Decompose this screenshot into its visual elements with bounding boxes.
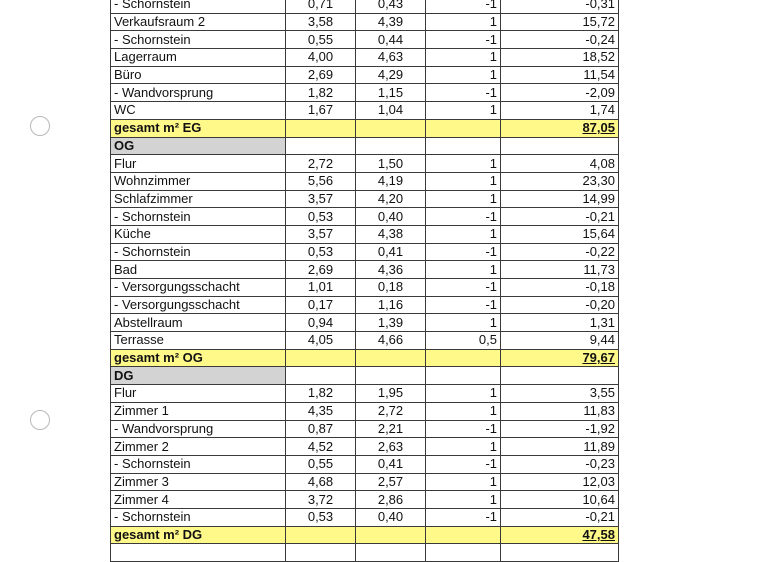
width: 2,86 xyxy=(356,491,426,509)
dg-section-header xyxy=(111,367,619,385)
area: 15,64 xyxy=(501,225,619,243)
factor: -1 xyxy=(426,31,501,49)
table-row xyxy=(111,296,619,314)
length: 0,53 xyxy=(286,508,356,526)
factor: 1 xyxy=(426,225,501,243)
width: 1,50 xyxy=(356,155,426,173)
factor: -1 xyxy=(426,243,501,261)
length: 3,58 xyxy=(286,13,356,31)
room-name: Wohnzimmer xyxy=(111,172,286,190)
area: 4,08 xyxy=(501,155,619,173)
length: 4,35 xyxy=(286,402,356,420)
factor: 0,5 xyxy=(426,332,501,350)
room-name: - Versorgungsschacht xyxy=(111,279,286,297)
area-calculation-table xyxy=(110,0,619,562)
room-name: Zimmer 3 xyxy=(111,473,286,491)
table-row xyxy=(111,172,619,190)
section-label: DG xyxy=(111,367,286,385)
room-name: Flur xyxy=(111,155,286,173)
width: 1,95 xyxy=(356,385,426,403)
punch-hole-top xyxy=(30,116,50,136)
og-total-row xyxy=(111,349,619,367)
table-row xyxy=(111,402,619,420)
room-name: Abstellraum xyxy=(111,314,286,332)
area: 23,30 xyxy=(501,172,619,190)
factor: 1 xyxy=(426,385,501,403)
factor: 1 xyxy=(426,438,501,456)
room-name: WC xyxy=(111,102,286,120)
length: 1,82 xyxy=(286,84,356,102)
punch-hole-bottom xyxy=(30,410,50,430)
width: 0,18 xyxy=(356,279,426,297)
table-row xyxy=(111,31,619,49)
width: 1,39 xyxy=(356,314,426,332)
factor: 1 xyxy=(426,49,501,67)
width: 4,39 xyxy=(356,13,426,31)
length: 0,53 xyxy=(286,208,356,226)
width: 1,16 xyxy=(356,296,426,314)
length: 1,82 xyxy=(286,385,356,403)
table-row xyxy=(111,438,619,456)
factor: 1 xyxy=(426,314,501,332)
total-value: 79,67 xyxy=(501,349,619,367)
table-row xyxy=(111,279,619,297)
table-row xyxy=(111,49,619,67)
length: 4,52 xyxy=(286,438,356,456)
area: 10,64 xyxy=(501,491,619,509)
dg-total-row xyxy=(111,526,619,544)
area: -0,21 xyxy=(501,508,619,526)
total-value: 47,58 xyxy=(501,526,619,544)
table-row xyxy=(111,102,619,120)
width: 4,20 xyxy=(356,190,426,208)
total-label: gesamt m² EG xyxy=(111,119,286,137)
total-label: gesamt m² DG xyxy=(111,526,286,544)
length: 0,71 xyxy=(286,0,356,13)
table-row xyxy=(111,190,619,208)
room-name: Küche xyxy=(111,225,286,243)
room-name: - Wandvorsprung xyxy=(111,84,286,102)
width: 2,72 xyxy=(356,402,426,420)
area: 12,03 xyxy=(501,473,619,491)
width: 1,04 xyxy=(356,102,426,120)
area: 14,99 xyxy=(501,190,619,208)
length: 0,53 xyxy=(286,243,356,261)
table-row xyxy=(111,66,619,84)
factor: -1 xyxy=(426,84,501,102)
area: -0,18 xyxy=(501,279,619,297)
area: -0,22 xyxy=(501,243,619,261)
factor: 1 xyxy=(426,190,501,208)
length: 1,67 xyxy=(286,102,356,120)
table-row xyxy=(111,314,619,332)
area: 3,55 xyxy=(501,385,619,403)
width: 2,57 xyxy=(356,473,426,491)
factor: -1 xyxy=(426,508,501,526)
factor: -1 xyxy=(426,208,501,226)
area: 1,74 xyxy=(501,102,619,120)
width: 4,29 xyxy=(356,66,426,84)
area: 9,44 xyxy=(501,332,619,350)
width: 4,19 xyxy=(356,172,426,190)
room-name: Verkaufsraum 2 xyxy=(111,13,286,31)
room-name: Büro xyxy=(111,66,286,84)
factor: -1 xyxy=(426,455,501,473)
width: 0,43 xyxy=(356,0,426,13)
room-name: - Schornstein xyxy=(111,508,286,526)
room-name: Lagerraum xyxy=(111,49,286,67)
room-name: - Schornstein xyxy=(111,0,286,13)
eg-total-row xyxy=(111,119,619,137)
length: 0,55 xyxy=(286,31,356,49)
width: 1,15 xyxy=(356,84,426,102)
area: 11,54 xyxy=(501,66,619,84)
area: -0,21 xyxy=(501,208,619,226)
total-label: gesamt m² OG xyxy=(111,349,286,367)
table-row xyxy=(111,332,619,350)
factor: -1 xyxy=(426,279,501,297)
factor: -1 xyxy=(426,0,501,13)
width: 0,41 xyxy=(356,455,426,473)
area: 1,31 xyxy=(501,314,619,332)
width: 0,44 xyxy=(356,31,426,49)
table-row xyxy=(111,491,619,509)
length: 0,55 xyxy=(286,455,356,473)
factor: 1 xyxy=(426,13,501,31)
length: 0,17 xyxy=(286,296,356,314)
width: 4,36 xyxy=(356,261,426,279)
length: 4,00 xyxy=(286,49,356,67)
area: -0,20 xyxy=(501,296,619,314)
factor: -1 xyxy=(426,296,501,314)
factor: 1 xyxy=(426,155,501,173)
og-section-header xyxy=(111,137,619,155)
length: 0,94 xyxy=(286,314,356,332)
area: 11,83 xyxy=(501,402,619,420)
factor: 1 xyxy=(426,102,501,120)
area: 18,52 xyxy=(501,49,619,67)
length: 5,56 xyxy=(286,172,356,190)
area: 11,89 xyxy=(501,438,619,456)
factor: 1 xyxy=(426,402,501,420)
room-name: Zimmer 2 xyxy=(111,438,286,456)
length: 0,87 xyxy=(286,420,356,438)
table-row xyxy=(111,13,619,31)
length: 3,57 xyxy=(286,225,356,243)
width: 2,21 xyxy=(356,420,426,438)
factor: 1 xyxy=(426,261,501,279)
width: 4,66 xyxy=(356,332,426,350)
room-name: - Schornstein xyxy=(111,31,286,49)
table-row xyxy=(111,155,619,173)
room-name: Zimmer 4 xyxy=(111,491,286,509)
room-name: - Schornstein xyxy=(111,208,286,226)
table-row xyxy=(111,420,619,438)
length: 2,69 xyxy=(286,261,356,279)
area: -1,92 xyxy=(501,420,619,438)
width: 0,41 xyxy=(356,243,426,261)
factor: -1 xyxy=(426,420,501,438)
length: 3,57 xyxy=(286,190,356,208)
table-row xyxy=(111,385,619,403)
table-row xyxy=(111,0,619,13)
area: -0,31 xyxy=(501,0,619,13)
section-label: OG xyxy=(111,137,286,155)
length: 4,05 xyxy=(286,332,356,350)
width: 0,40 xyxy=(356,208,426,226)
room-name: - Schornstein xyxy=(111,455,286,473)
length: 2,72 xyxy=(286,155,356,173)
table-row-empty xyxy=(111,544,619,562)
factor: 1 xyxy=(426,491,501,509)
area: -0,24 xyxy=(501,31,619,49)
length: 3,72 xyxy=(286,491,356,509)
table-row xyxy=(111,84,619,102)
table-row xyxy=(111,508,619,526)
table-row xyxy=(111,473,619,491)
table-row xyxy=(111,225,619,243)
table-row xyxy=(111,261,619,279)
room-name: Zimmer 1 xyxy=(111,402,286,420)
width: 4,38 xyxy=(356,225,426,243)
room-name: - Schornstein xyxy=(111,243,286,261)
total-value: 87,05 xyxy=(501,119,619,137)
table-row xyxy=(111,208,619,226)
length: 1,01 xyxy=(286,279,356,297)
room-name: Bad xyxy=(111,261,286,279)
room-name: - Wandvorsprung xyxy=(111,420,286,438)
room-name: Flur xyxy=(111,385,286,403)
factor: 1 xyxy=(426,473,501,491)
factor: 1 xyxy=(426,66,501,84)
width: 0,40 xyxy=(356,508,426,526)
room-name: - Versorgungsschacht xyxy=(111,296,286,314)
length: 2,69 xyxy=(286,66,356,84)
room-name: Schlafzimmer xyxy=(111,190,286,208)
room-name: Terrasse xyxy=(111,332,286,350)
area: -2,09 xyxy=(501,84,619,102)
table-row xyxy=(111,455,619,473)
width: 4,63 xyxy=(356,49,426,67)
width: 2,63 xyxy=(356,438,426,456)
table-row xyxy=(111,243,619,261)
area: 11,73 xyxy=(501,261,619,279)
factor: 1 xyxy=(426,172,501,190)
area: -0,23 xyxy=(501,455,619,473)
area: 15,72 xyxy=(501,13,619,31)
length: 4,68 xyxy=(286,473,356,491)
